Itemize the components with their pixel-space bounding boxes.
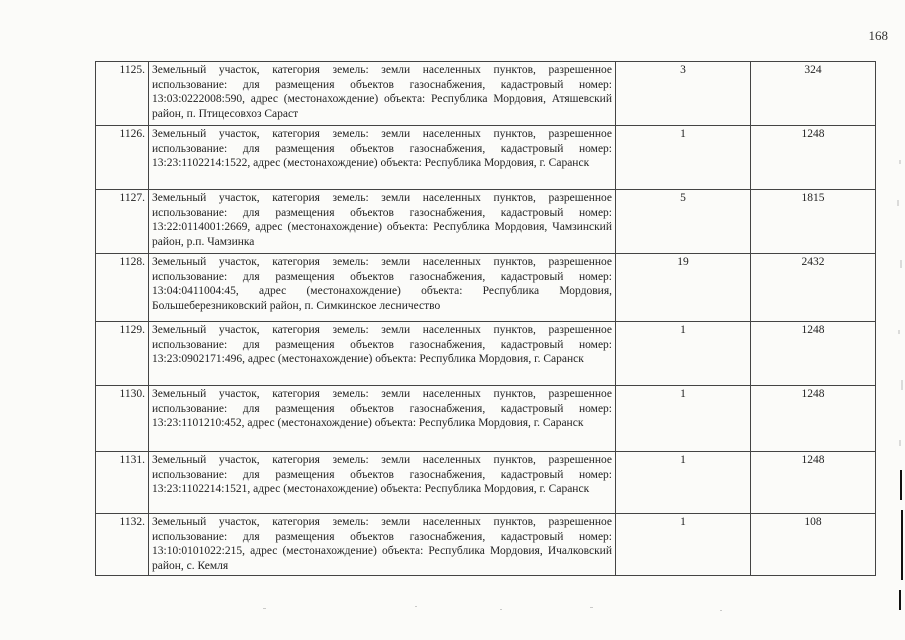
row-number-cell: 1132. <box>96 514 149 576</box>
area-cell: 324 <box>751 62 876 126</box>
area-cell: 108 <box>751 514 876 576</box>
plot-description-cell: Земельный участок, категория земель: земли населенных пунктов, разрешенное использование: для размещения объектов газоснабжения, кадастровый номер: 13:23:1101210:452, адрес (местонахождение) объекта: Республика Мордовия, г. Саранск <box>149 386 616 452</box>
quantity-cell: 5 <box>616 190 751 254</box>
area-cell: 1248 <box>751 322 876 386</box>
table-row <box>96 62 876 126</box>
scan-edge-artifact <box>890 140 904 620</box>
land-plots-table <box>95 61 876 576</box>
row-number-cell: 1127. <box>96 190 149 254</box>
table-row <box>96 322 876 386</box>
page-number: 168 <box>868 28 888 43</box>
area-cell: 2432 <box>751 254 876 322</box>
row-number-cell: 1125. <box>96 62 149 126</box>
area-cell: 1248 <box>751 452 876 514</box>
table-row <box>96 386 876 452</box>
quantity-cell: 1 <box>616 514 751 576</box>
plot-description-cell: Земельный участок, категория земель: земли населенных пунктов, разрешенное использование: для размещения объектов газоснабжения, кадастровый номер: 13:03:0222008:590, адрес (местонахождение) объекта: Республика Мордовия, Атяшевский район, п. Птицесовхоз Сараст <box>149 62 616 126</box>
plot-description-cell: Земельный участок, категория земель: земли населенных пунктов, разрешенное использование: для размещения объектов газоснабжения, кадастровый номер: 13:23:0902171:496, адрес (местонахождение) объекта: Республика Мордовия, г. Саранск <box>149 322 616 386</box>
area-cell: 1248 <box>751 126 876 190</box>
quantity-cell: 1 <box>616 126 751 190</box>
plot-description-cell: Земельный участок, категория земель: земли населенных пунктов, разрешенное использование: для размещения объектов газоснабжения, кадастровый номер: 13:23:1102214:1522, адрес (местонахождение) объекта: Республика Мордовия, г. Саранск <box>149 126 616 190</box>
table-row <box>96 126 876 190</box>
quantity-cell: 3 <box>616 62 751 126</box>
plot-description-cell: Земельный участок, категория земель: земли населенных пунктов, разрешенное использование: для размещения объектов газоснабжения, кадастровый номер: 13:10:0101022:215, адрес (местонахождение) объекта: Республика Мордовия, Ичалковский район, с. Кемля <box>149 514 616 576</box>
quantity-cell: 19 <box>616 254 751 322</box>
area-cell: 1248 <box>751 386 876 452</box>
table-row <box>96 190 876 254</box>
quantity-cell: 1 <box>616 386 751 452</box>
row-number-cell: 1128. <box>96 254 149 322</box>
row-number-cell: 1130. <box>96 386 149 452</box>
quantity-cell: 1 <box>616 452 751 514</box>
area-cell: 1815 <box>751 190 876 254</box>
plot-description-cell: Земельный участок, категория земель: земли населенных пунктов, разрешенное использование: для размещения объектов газоснабжения, кадастровый номер: 13:04:0411004:45, адрес (местонахождение) объекта: Республика Мордовия, Большеберезниковский район, п. Симкинское лесничество <box>149 254 616 322</box>
plot-description-cell: Земельный участок, категория земель: земли населенных пунктов, разрешенное использование: для размещения объектов газоснабжения, кадастровый номер: 13:23:1102214:1521, адрес (местонахождение) объекта: Республика Мордовия, г. Саранск <box>149 452 616 514</box>
row-number-cell: 1129. <box>96 322 149 386</box>
quantity-cell: 1 <box>616 322 751 386</box>
row-number-cell: 1126. <box>96 126 149 190</box>
row-number-cell: 1131. <box>96 452 149 514</box>
scan-dust-artifact <box>80 600 870 620</box>
plot-description-cell: Земельный участок, категория земель: земли населенных пунктов, разрешенное использование: для размещения объектов газоснабжения, кадастровый номер: 13:22:0114001:2669, адрес (местонахождение) объекта: Республика Мордовия, Чамзинский район, р.п. Чамзинка <box>149 190 616 254</box>
table-row <box>96 452 876 514</box>
table-row <box>96 254 876 322</box>
table-row <box>96 514 876 576</box>
